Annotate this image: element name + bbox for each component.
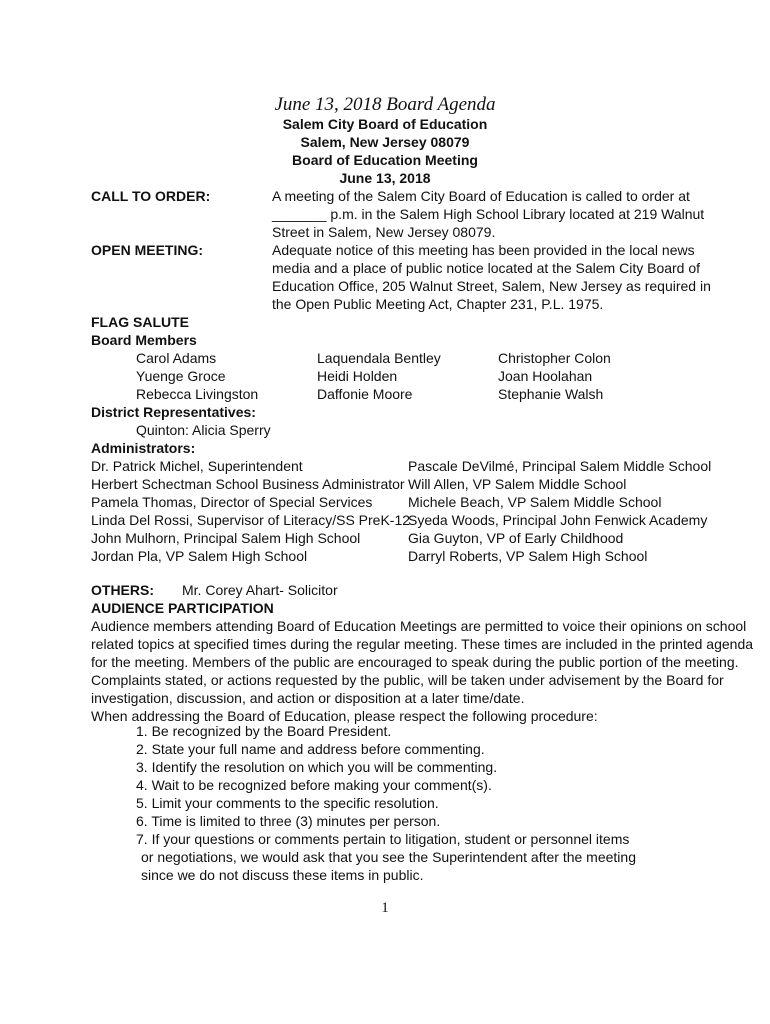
administrators-heading: Administrators: — [91, 440, 196, 456]
procedure-step-continuation: or negotiations, we would ask that you see the Superintendent after the meeting — [141, 849, 636, 865]
board-member: Heidi Holden — [317, 368, 398, 384]
meeting-type: Board of Education Meeting — [292, 152, 478, 168]
board-name: Salem City Board of Education — [282, 116, 488, 132]
call-to-order-line: A meeting of the Salem City Board of Education is called to order at — [272, 188, 690, 204]
district-reps-heading: District Representatives: — [91, 404, 256, 420]
board-member: Rebecca Livingston — [136, 386, 259, 402]
call-to-order-line: Street in Salem, New Jersey 08079. — [272, 224, 496, 240]
administrator: Will Allen, VP Salem Middle School — [408, 476, 627, 492]
board-member: Yuenge Groce — [136, 368, 226, 384]
administrator: Herbert Schectman School Business Administrator — [91, 476, 405, 492]
audience-paragraph-line: When addressing the Board of Education, please respect the following procedure: — [91, 708, 598, 724]
procedure-step: 1. Be recognized by the Board President. — [136, 723, 392, 739]
board-members-heading: Board Members — [91, 332, 197, 348]
audience-paragraph-line: related topics at specified times during the regular meeting. These times are included in the printed agenda — [91, 636, 754, 652]
procedure-step: 6. Time is limited to three (3) minutes per person. — [136, 813, 441, 829]
board-location: Salem, New Jersey 08079 — [300, 134, 470, 150]
board-member: Daffonie Moore — [317, 386, 413, 402]
audience-heading: AUDIENCE PARTICIPATION — [91, 600, 274, 616]
administrator: John Mulhorn, Principal Salem High School — [91, 530, 361, 546]
board-member: Stephanie Walsh — [498, 386, 604, 402]
open-meeting-line: Education Office, 205 Walnut Street, Salem, New Jersey as required in — [272, 278, 711, 294]
administrator: Pascale DeVilmé, Principal Salem Middle School — [408, 458, 712, 474]
administrator: Linda Del Rossi, Supervisor of Literacy/SS PreK-12 — [91, 512, 411, 528]
open-meeting-line: Adequate notice of this meeting has been provided in the local news — [272, 242, 695, 258]
district-rep-entry: Quinton: Alicia Sperry — [136, 422, 271, 438]
audience-paragraph-line: investigation, discussion, and action or disposition at a later time/date. — [91, 690, 525, 706]
procedure-step: 5. Limit your comments to the specific resolution. — [136, 795, 439, 811]
board-member: Christopher Colon — [498, 350, 611, 366]
administrator: Darryl Roberts, VP Salem High School — [408, 548, 648, 564]
call-to-order-label: CALL TO ORDER: — [91, 188, 211, 204]
audience-paragraph-line: for the meeting. Members of the public are encouraged to speak during the public portion of the meeting. — [91, 654, 739, 670]
others-value: Mr. Corey Ahart- Solicitor — [182, 582, 338, 598]
audience-paragraph-line: Complaints stated, or actions requested by the public, will be taken under advisement by the Board for — [91, 672, 724, 688]
procedure-step-continuation: since we do not discuss these items in public. — [141, 867, 424, 883]
open-meeting-line: the Open Public Meeting Act, Chapter 231, P.L. 1975. — [272, 296, 604, 312]
board-member: Joan Hoolahan — [498, 368, 593, 384]
agenda-title: June 13, 2018 Board Agenda — [274, 94, 496, 115]
board-member: Laquendala Bentley — [317, 350, 441, 366]
procedure-step: 3. Identify the resolution on which you will be commenting. — [136, 759, 498, 775]
board-member: Carol Adams — [136, 350, 217, 366]
administrator: Michele Beach, VP Salem Middle School — [408, 494, 662, 510]
page-number: 1 — [381, 900, 389, 916]
open-meeting-label: OPEN MEETING: — [91, 242, 204, 258]
administrator: Jordan Pla, VP Salem High School — [91, 548, 308, 564]
open-meeting-line: media and a place of public notice located at the Salem City Board of — [272, 260, 701, 276]
administrator: Syeda Woods, Principal John Fenwick Academy — [408, 512, 708, 528]
procedure-step: 7. If your questions or comments pertain to litigation, student or personnel items — [136, 831, 630, 847]
procedure-step: 4. Wait to be recognized before making your comment(s). — [136, 777, 492, 793]
audience-paragraph-line: Audience members attending Board of Education Meetings are permitted to voice their opinions on school — [91, 618, 747, 634]
others-label: OTHERS: — [91, 582, 154, 598]
administrator: Gia Guyton, VP of Early Childhood — [408, 530, 624, 546]
flag-salute-heading: FLAG SALUTE — [91, 314, 189, 330]
administrator: Dr. Patrick Michel, Superintendent — [91, 458, 303, 474]
meeting-date: June 13, 2018 — [339, 170, 431, 186]
administrator: Pamela Thomas, Director of Special Services — [91, 494, 373, 510]
call-to-order-line: _______ p.m. in the Salem High School Library located at 219 Walnut — [272, 206, 705, 222]
procedure-step: 2. State your full name and address before commenting. — [136, 741, 485, 757]
